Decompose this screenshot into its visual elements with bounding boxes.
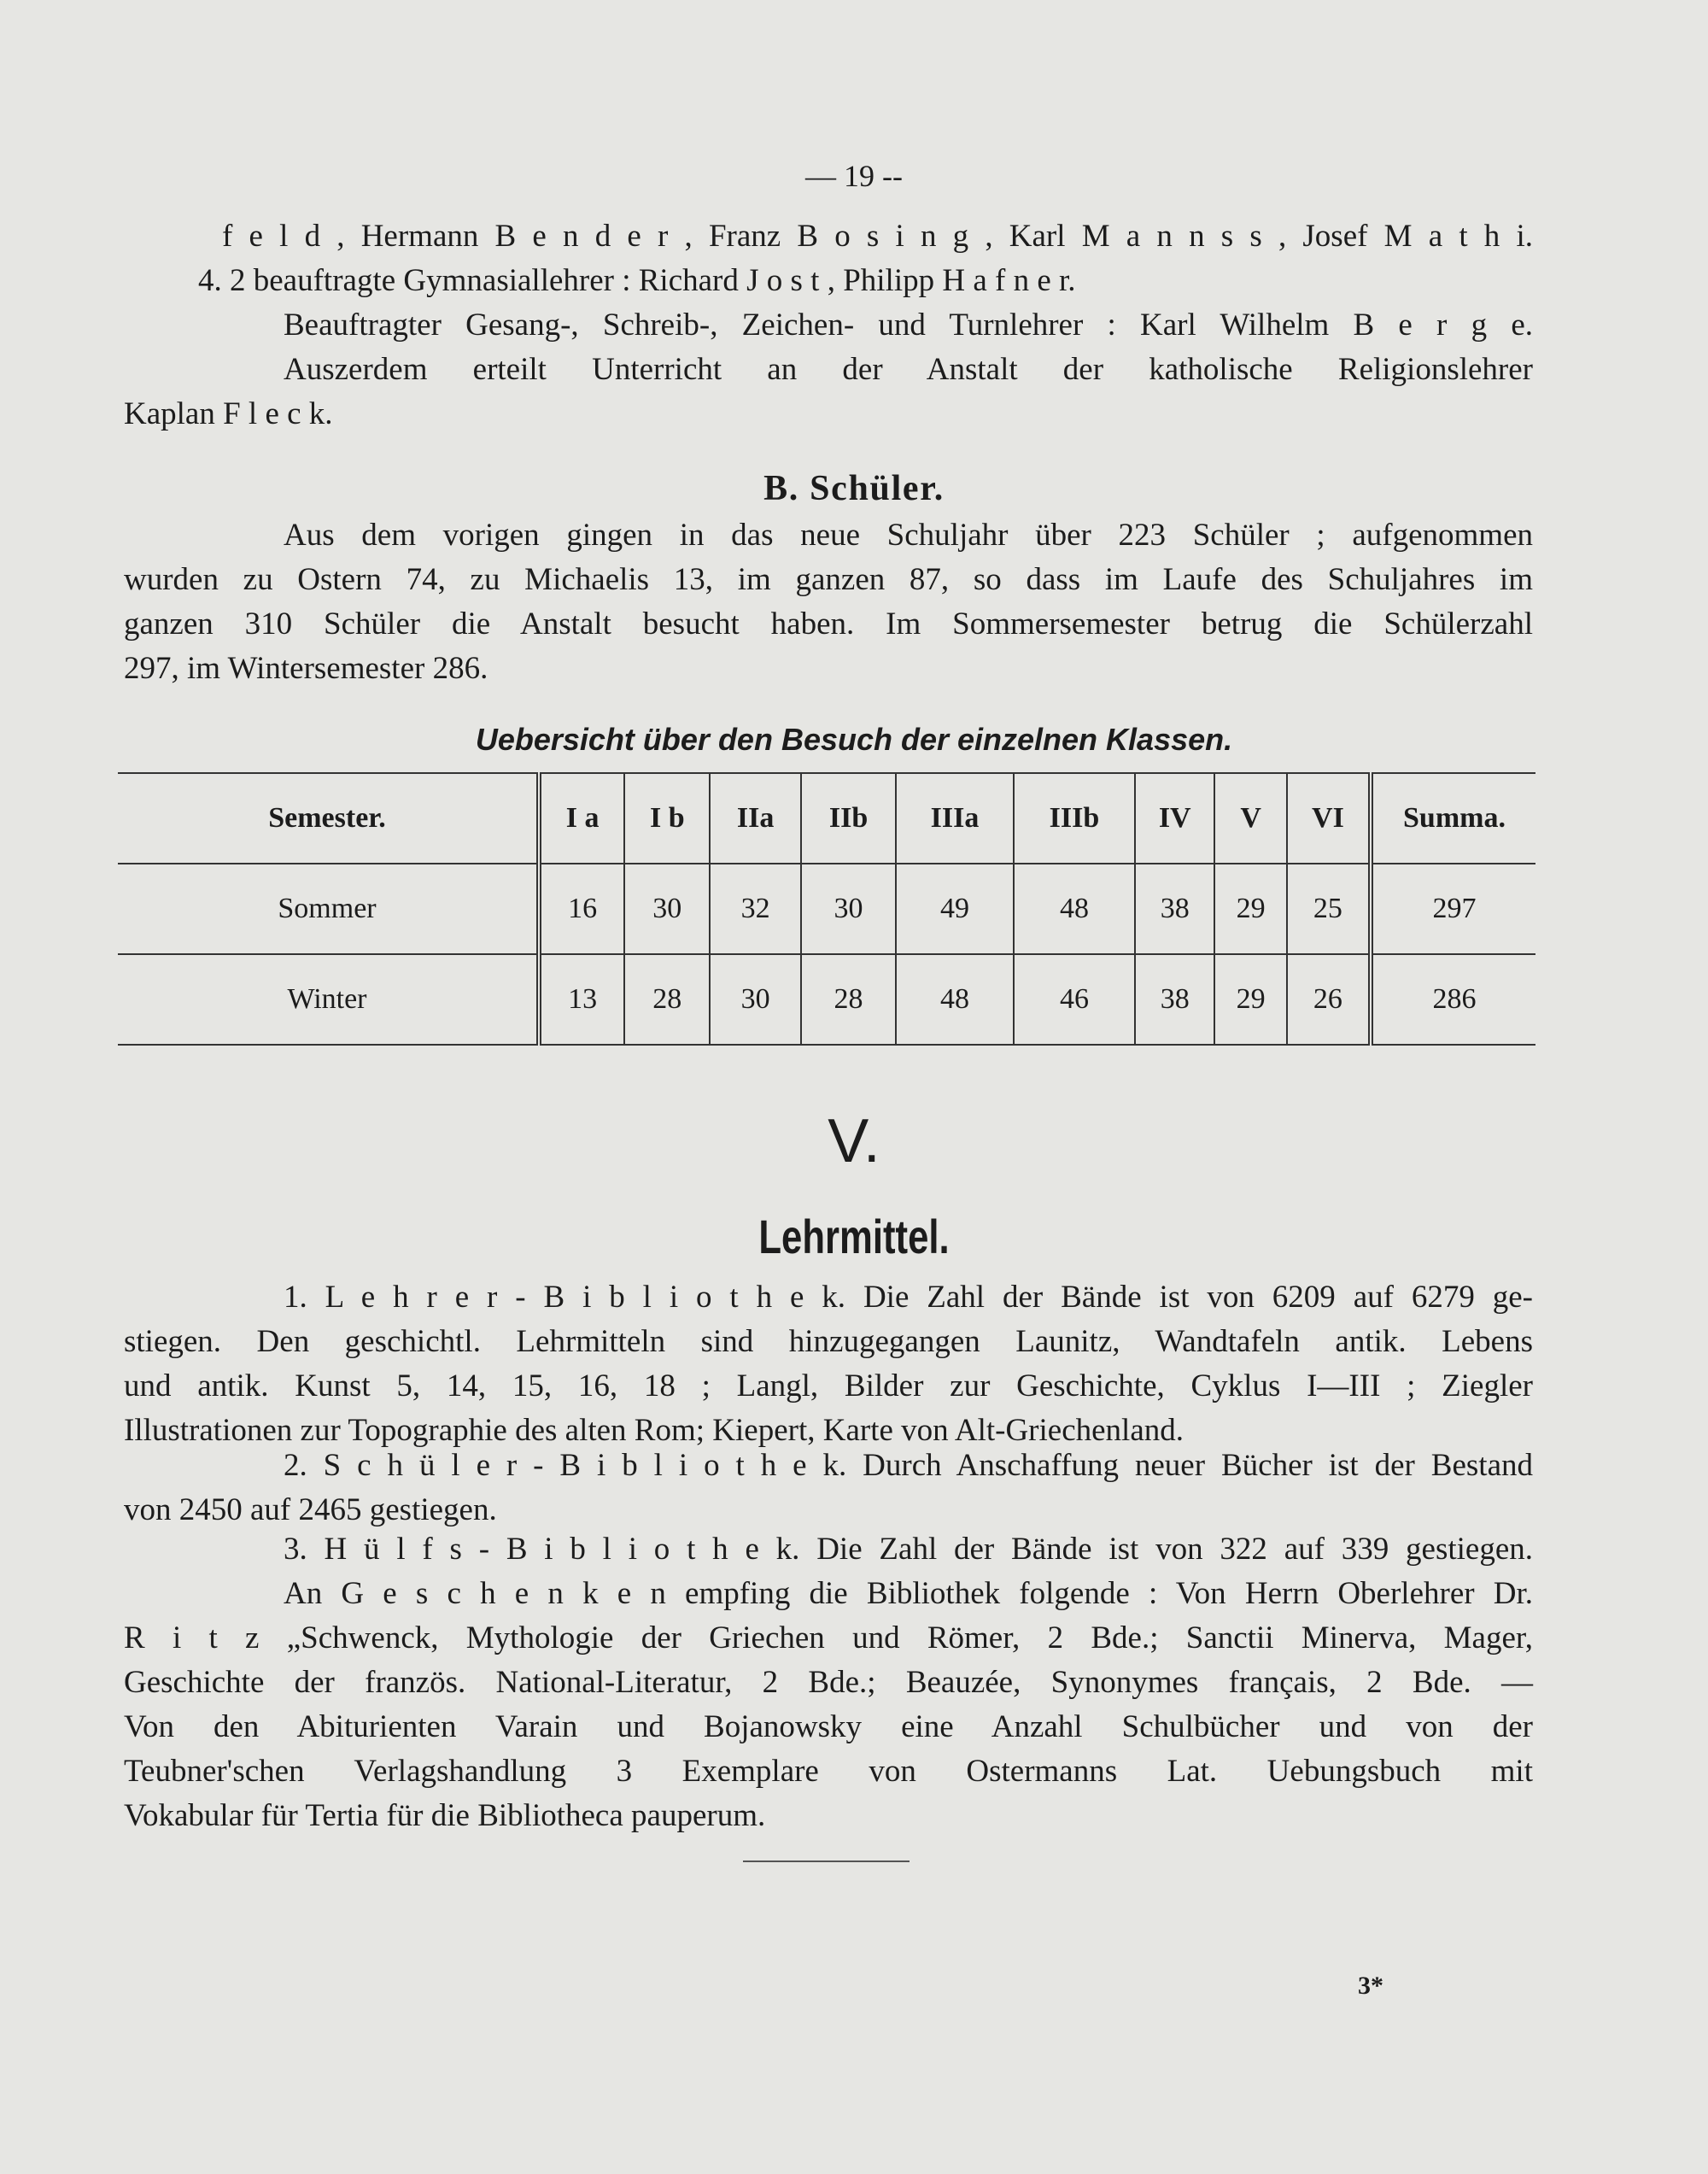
schueler-heading: B. Schüler. xyxy=(763,469,945,508)
staff-line-3: Beauftragter Gesang-, Schreib-, Zeichen- und Turnlehrer : Karl Wilhelm B e r g e. xyxy=(284,308,1533,343)
attendance-table xyxy=(118,772,1535,1046)
col-header: IIa xyxy=(710,773,801,864)
col-header: I a xyxy=(539,773,624,864)
col-header: VI xyxy=(1287,773,1371,864)
col-header: Semester. xyxy=(268,802,386,834)
table-cell: 46 xyxy=(1014,954,1135,1045)
table-cell: 30 xyxy=(624,864,710,954)
lehrmittel-p4-line-2: R i t z „Schwenck, Mythologie der Griechen und Römer, 2 Bde.; Sanctii Minerva, Mager, xyxy=(124,1620,1533,1655)
col-header: IIb xyxy=(801,773,896,864)
col-header: IIIb xyxy=(1014,773,1135,864)
lehrmittel-p4-line-6: Vokabular für Tertia für die Bibliotheca pauperum. xyxy=(124,1798,766,1833)
table-cell: 29 xyxy=(1214,864,1286,954)
lehrmittel-p1-line-1: 1. L e h r e r - B i b l i o t h e k. Die Zahl der Bände ist von 6209 auf 6279 ge- xyxy=(284,1280,1533,1315)
lehrmittel-p4-line-4: Von den Abiturienten Varain und Bojanowsky eine Anzahl Schulbücher und von der xyxy=(124,1709,1533,1744)
table-cell: 28 xyxy=(624,954,710,1045)
table-cell: 38 xyxy=(1135,864,1214,954)
table-cell: 30 xyxy=(710,954,801,1045)
lehrmittel-p3-line: 3. H ü l f s - B i b l i o t h e k. Die Zahl der Bände ist von 322 auf 339 gestiegen. xyxy=(284,1532,1533,1567)
staff-line-4: Auszerdem erteilt Unterricht an der Anstalt der katholische Religionslehrer xyxy=(284,352,1533,387)
lehrmittel-p4-line-3: Geschichte der französ. National-Literatur, 2 Bde.; Beauzée, Synonymes français, 2 Bde. — xyxy=(124,1665,1533,1700)
lehrmittel-p1-line-2: stiegen. Den geschichtl. Lehrmitteln sind hinzugegangen Launitz, Wandtafeln antik. Lebens xyxy=(124,1324,1533,1359)
table-cell: Sommer xyxy=(278,893,377,924)
staff-line-1: f e l d , Hermann B e n d e r , Franz B o s i n g , Karl M a n n s s , Josef M a t h i. xyxy=(222,219,1533,254)
table-header-row xyxy=(118,773,1535,864)
section-number: V. xyxy=(828,1107,880,1175)
signature-mark: 3* xyxy=(1358,1972,1383,2000)
table-cell: 26 xyxy=(1287,954,1371,1045)
table-cell: 16 xyxy=(539,864,624,954)
col-header: V xyxy=(1214,773,1286,864)
col-header: IIIa xyxy=(896,773,1014,864)
table-row xyxy=(118,954,1535,1045)
table-cell: 32 xyxy=(710,864,801,954)
table-row xyxy=(118,864,1535,954)
table-cell: 13 xyxy=(539,954,624,1045)
table-cell: 48 xyxy=(896,954,1014,1045)
table-cell: Winter xyxy=(287,983,367,1015)
col-header: I b xyxy=(624,773,710,864)
table-cell: 25 xyxy=(1287,864,1371,954)
table-cell: 286 xyxy=(1371,954,1535,1045)
table-cell: 38 xyxy=(1135,954,1214,1045)
lehrmittel-p4-line-5: Teubner'schen Verlagshandlung 3 Exemplare von Ostermanns Lat. Uebungsbuch mit xyxy=(124,1754,1533,1789)
table-cell: 297 xyxy=(1371,864,1535,954)
col-header: IV xyxy=(1135,773,1214,864)
staff-line-5: Kaplan F l e c k. xyxy=(124,396,333,431)
section-title: Lehrmittel. xyxy=(758,1210,950,1263)
lehrmittel-p1-line-4: Illustrationen zur Topographie des alten Rom; Kiepert, Karte von Alt-Griechenland. xyxy=(124,1413,1184,1448)
table-cell: 28 xyxy=(801,954,896,1045)
lehrmittel-p1-line-3: und antik. Kunst 5, 14, 15, 16, 18 ; Langl, Bilder zur Geschichte, Cyklus I—III ; Ziegler xyxy=(124,1368,1533,1403)
schueler-line-1: Aus dem vorigen gingen in das neue Schuljahr über 223 Schüler ; aufgenommen xyxy=(284,518,1533,553)
table-cell: 48 xyxy=(1014,864,1135,954)
table-cell: 49 xyxy=(896,864,1014,954)
lehrmittel-p2-line-2: von 2450 auf 2465 gestiegen. xyxy=(124,1492,497,1527)
table-caption: Uebersicht über den Besuch der einzelnen Klassen. xyxy=(475,722,1233,757)
table-cell: 30 xyxy=(801,864,896,954)
page-number: — 19 -- xyxy=(805,159,903,193)
closing-rule xyxy=(743,1860,910,1862)
schueler-line-2: wurden zu Ostern 74, zu Michaelis 13, im ganzen 87, so dass im Laufe des Schuljahres im xyxy=(124,562,1533,597)
staff-line-2: 4. 2 beauftragte Gymnasiallehrer : Richard J o s t , Philipp H a f n e r. xyxy=(198,263,1076,298)
schueler-line-4: 297, im Wintersemester 286. xyxy=(124,651,488,686)
schueler-line-3: ganzen 310 Schüler die Anstalt besucht haben. Im Sommersemester betrug die Schülerzahl xyxy=(124,606,1533,642)
lehrmittel-p2-line-1: 2. S c h ü l e r - B i b l i o t h e k. Durch Anschaffung neuer Bücher ist der Bestand xyxy=(284,1448,1533,1483)
lehrmittel-p4-line-1: An G e s c h e n k e n empfing die Bibliothek folgende : Von Herrn Oberlehrer Dr. xyxy=(284,1576,1533,1611)
col-header: Summa. xyxy=(1371,773,1535,864)
table-cell: 29 xyxy=(1214,954,1286,1045)
